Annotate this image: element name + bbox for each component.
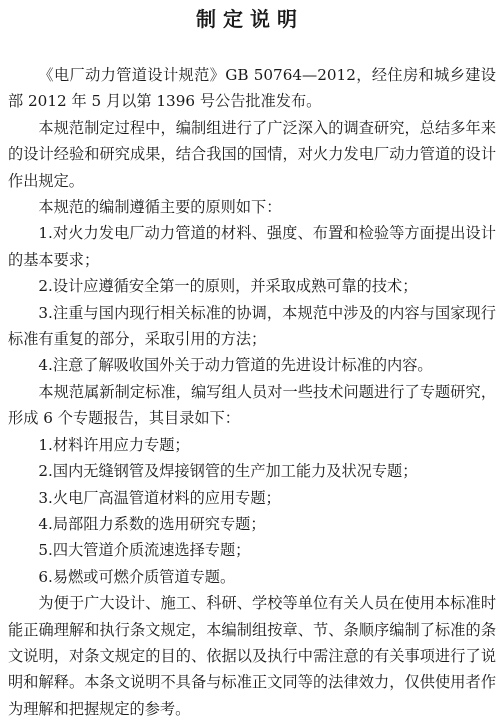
report-item-5: 5.四大管道介质流速选择专题； xyxy=(38,541,251,560)
report-item-1: 1.材料许用应力专题； xyxy=(38,435,190,454)
paragraph-reports-intro: 本规范属新制定标准，编写组人员对一些技术问题进行了专题研究，形成 6 个专题报告，其目录如下： xyxy=(8,382,496,428)
paragraph-background: 本规范制定过程中，编制组进行了广泛深入的调查研究，总结多年来的设计经验和研究成果，结合我国的国情，对火力发电厂动力管道的设计作出规定。 xyxy=(8,118,496,190)
principle-item-4: 4.注意了解吸收国外关于动力管道的先进设计标准的内容。 xyxy=(38,356,433,375)
principle-item-3: 3.注重与国内现行相关标准的协调，本规范中涉及的内容与国家现行标准有重复的部分，采取引用的方法； xyxy=(8,303,496,349)
report-item-4: 4.局部阻力系数的选用研究专题； xyxy=(38,514,266,533)
paragraph-explanation-purpose: 为便于广大设计、施工、科研、学校等单位有关人员在使用本标准时能正确理解和执行条文规定，本编制组按章、节、条顺序编制了标准的条文说明，对条文规定的目的、依据以及执行中需注意的有关事项进行了说明和解释。本条文说明不具备与标准正文同等的法律效力，仅供使用者作为理解和把握规定的参考。 xyxy=(8,594,496,718)
principle-item-2: 2.设计应遵循安全第一的原则，并采取成熟可靠的技术； xyxy=(38,277,418,296)
page-title: 制定说明 xyxy=(196,7,304,31)
principle-item-1: 1.对火力发电厂动力管道的材料、强度、布置和检验等方面提出设计的基本要求； xyxy=(8,224,496,269)
paragraph-approval: 《电厂动力管道设计规范》GB 50764—2012，经住房和城乡建设部 2012 年 5 月以第 1396 号公告批准发布。 xyxy=(8,66,496,111)
paragraph-principles-intro: 本规范的编制遵循主要的原则如下： xyxy=(38,198,282,217)
report-item-6: 6.易燃或可燃介质管道专题。 xyxy=(38,567,236,586)
report-item-3: 3.火电厂高温管道材料的应用专题； xyxy=(38,488,281,507)
report-item-2: 2.国内无缝钢管及焊接钢管的生产加工能力及状况专题； xyxy=(38,462,418,481)
document-body xyxy=(8,62,496,722)
